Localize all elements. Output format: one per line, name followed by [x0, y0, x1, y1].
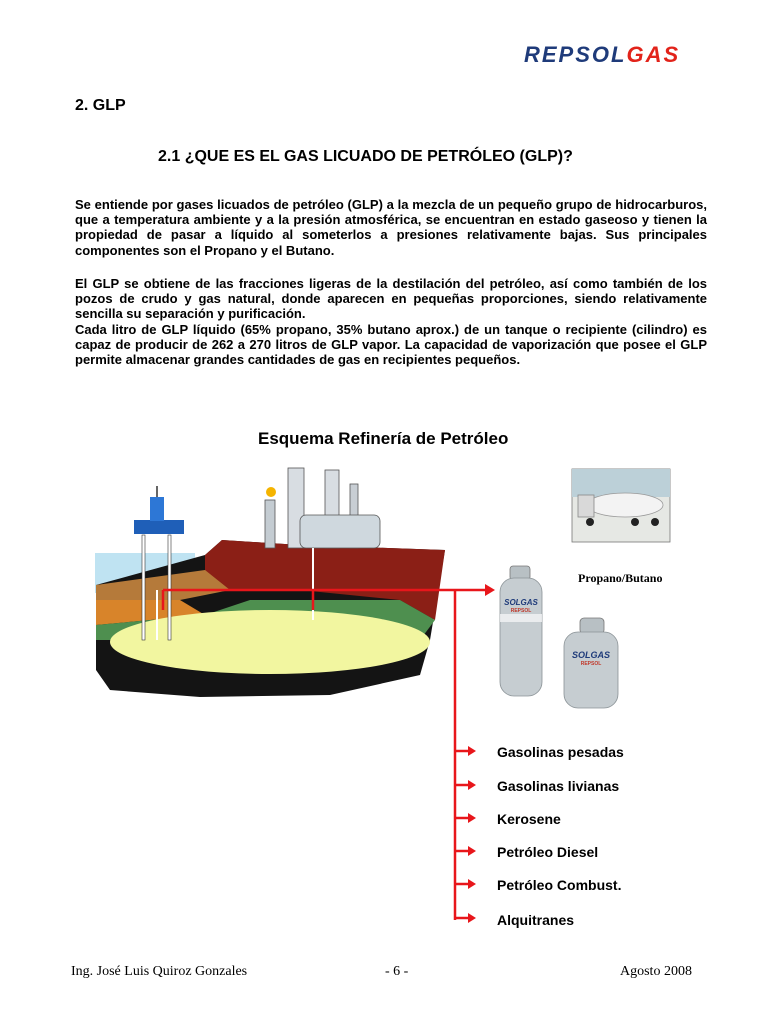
product-alquitranes: Alquitranes — [497, 912, 575, 928]
section-title: 2. GLP — [75, 97, 126, 114]
large-gas-cylinder — [500, 566, 542, 696]
refinery-tank — [300, 515, 380, 548]
product-arrows — [455, 746, 476, 923]
platform-deck — [134, 520, 184, 534]
large-cylinder-sub: REPSOL — [510, 608, 532, 614]
footer-author: Ing. José Luis Quiroz Gonzales — [71, 964, 248, 979]
product-gasolinas-livianas: Gasolinas livianas — [497, 778, 620, 794]
platform-tower — [150, 497, 164, 521]
flare-stack — [265, 500, 275, 548]
logo-repsol-text: REPSOL — [524, 42, 627, 67]
footer-page-number: - 6 - — [385, 964, 409, 979]
truck-cab — [578, 495, 594, 517]
paragraph-capacity: Cada litro de GLP líquido (65% propano, 35% butano aprox.) de un tanque o recipiente (cilindro) es capaz de producir de 262 a 270 litros de GLP vapor. La capacidad de vaporización que posee el GLP permite almacenar grandes cantidades de gas en recipientes pequeños. — [75, 322, 707, 368]
large-cylinder-brand: SOLGAS — [504, 598, 538, 607]
propano-butano-label: Propano/Butano — [578, 571, 663, 585]
section-subtitle: 2.1 ¿QUE ES EL GAS LICUADO DE PETRÓLEO (GLP)? — [158, 148, 573, 165]
diagram-title: Esquema Refinería de Petróleo — [258, 429, 509, 448]
small-cylinder-sub: REPSOL — [580, 661, 602, 667]
paragraph-origin: El GLP se obtiene de las fracciones ligeras de la destilación del petróleo, así como también de los pozos de crudo y gas natural, donde aparecen en pequeñas proporciones, siendo relativamente sencilla su separación y purificación. — [75, 276, 707, 322]
small-cylinder-brand: SOLGAS — [571, 650, 610, 660]
product-kerosene: Kerosene — [497, 811, 561, 827]
product-petroleo-combust: Petróleo Combust. — [497, 877, 622, 893]
arrow-to-cylinder — [485, 584, 495, 596]
flare-flame — [266, 487, 276, 497]
platform-leg-left — [142, 535, 145, 640]
truck-tank — [587, 493, 663, 517]
logo-gas-text: GAS — [626, 42, 681, 67]
product-gasolinas-pesadas: Gasolinas pesadas — [497, 744, 624, 760]
footer-date: Agosto 2008 — [620, 964, 692, 979]
paragraph-definition: Se entiende por gases licuados de petróleo (GLP) a la mezcla de un pequeño grupo de hidrocarburos, que a temperatura ambiente y a la presión atmosférica, se encuentran en estado gaseoso y tienen la propiedad de pasar a líquido al someterlos a presiones relativamente bajas. Sus principales componentes son el Propano y el Butano. — [75, 197, 707, 258]
product-petroleo-diesel: Petróleo Diesel — [497, 844, 599, 860]
platform-leg-right — [168, 535, 171, 640]
